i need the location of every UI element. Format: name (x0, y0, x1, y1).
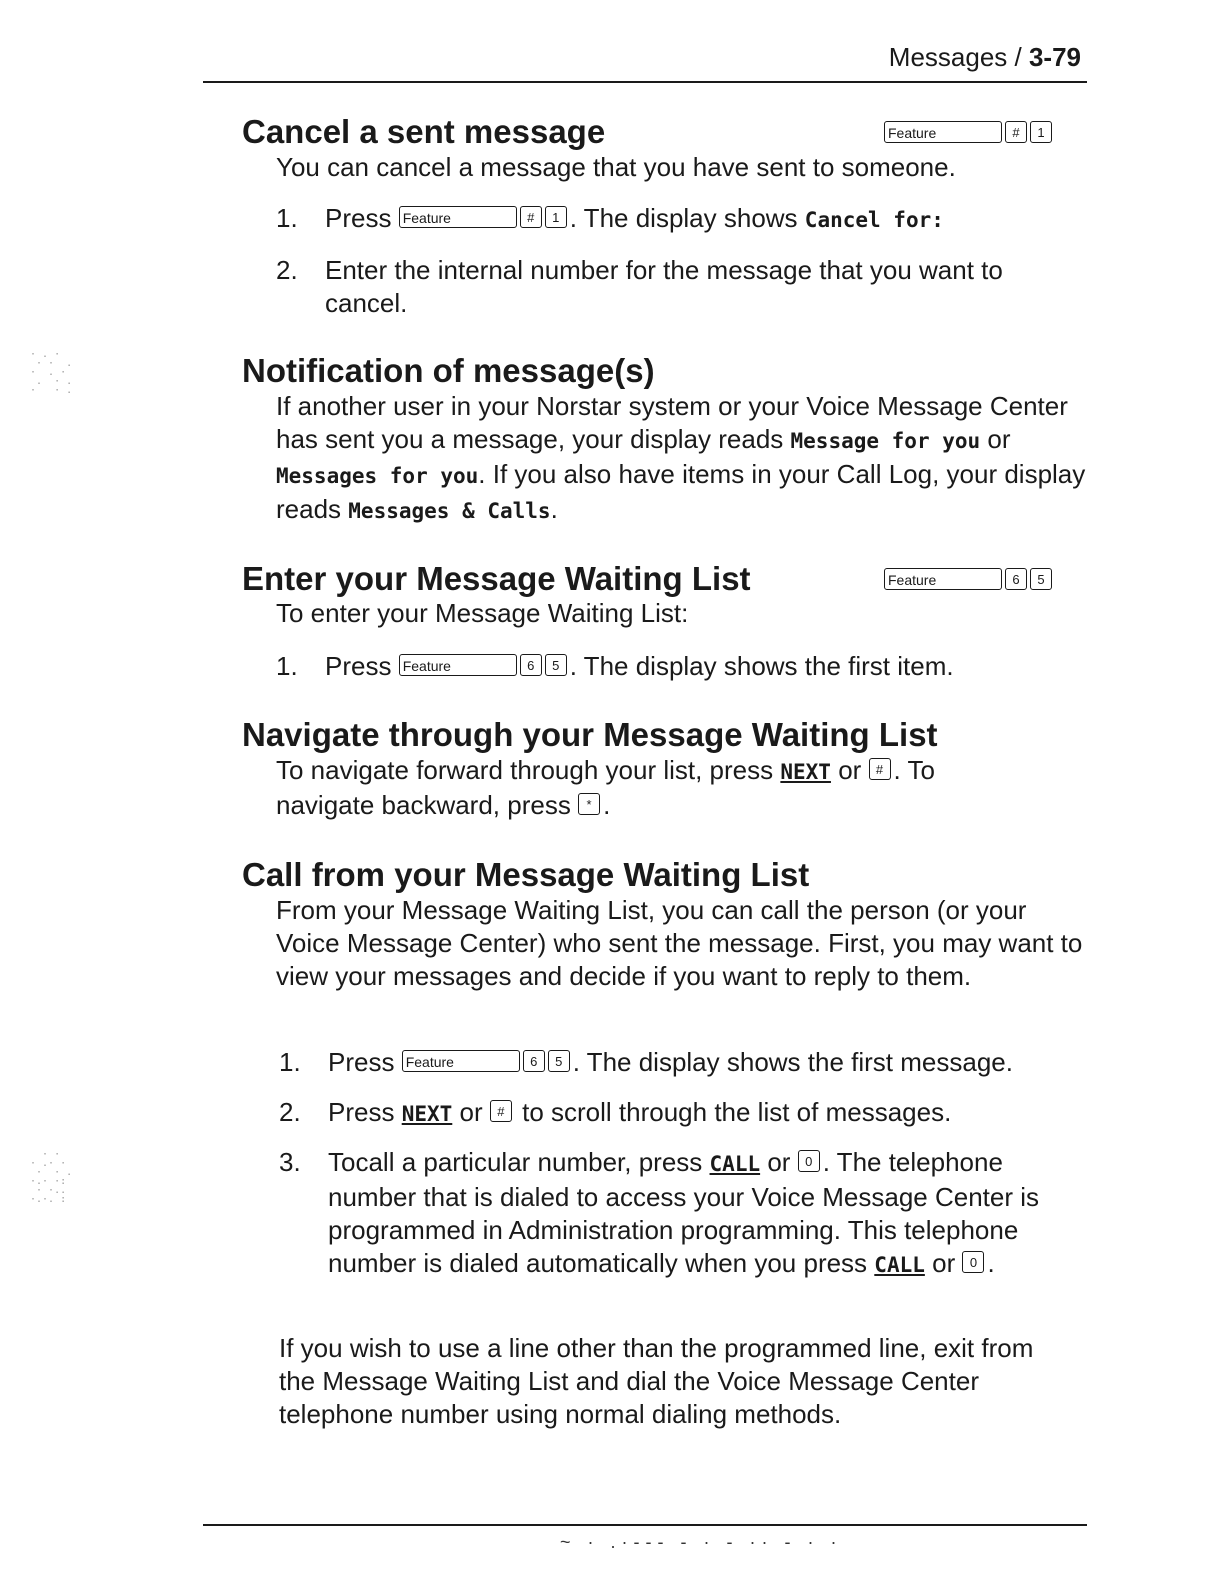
enter-list-keys-header (884, 570, 1055, 594)
call-intro: From your Message Waiting List, you can call the person (or your Voice Message Center) who sent the message. First, you may want to view your messages and decide if you want to reply to them. (276, 895, 1083, 991)
or-text: or (932, 1248, 956, 1278)
enter-list-intro: To enter your Message Waiting List: (276, 598, 689, 628)
hash-key: # (520, 206, 542, 228)
next-softkey: NEXT (401, 1102, 453, 1126)
call-closing: If you wish to use a line other than the programmed line, exit from the Message Waiting List and dial the Voice Message Center telephone number using normal dialing methods. (279, 1333, 1034, 1429)
step-text (325, 650, 1085, 683)
cancel-keys-header (884, 123, 1055, 147)
section-title-cancel: Cancel a sent message (242, 113, 606, 150)
or-text: or (767, 1147, 791, 1177)
step-text-post: . The display shows the first message. (572, 1047, 1013, 1077)
notification-text (276, 390, 1086, 528)
period: . (550, 494, 558, 524)
step-text-pre: Press (328, 1097, 395, 1127)
one-key: 1 (1030, 121, 1052, 143)
step-number: 1. (279, 1047, 301, 1077)
five-key: 5 (545, 654, 567, 676)
scan-noise: · · · .· · · · . ·.· ·: · ·.. ·.·. : (30, 1149, 73, 1205)
hash-key: # (490, 1100, 512, 1122)
feature-key: Feature (884, 121, 1002, 143)
footer-text: ~ · .·--- - · - ·· - · · (560, 1532, 843, 1552)
step-text (328, 1046, 1088, 1079)
display-text: Message for you (790, 429, 981, 453)
step-number: 1. (276, 203, 298, 233)
display-text: Messages for you (276, 464, 479, 488)
cancel-intro: You can cancel a message that you have sent to someone. (276, 152, 956, 182)
footer-rule (203, 1524, 1087, 1526)
step-text (328, 1096, 1088, 1131)
zero-key: 0 (798, 1150, 820, 1172)
header-rule (203, 81, 1087, 83)
step-text (325, 202, 1085, 237)
navigate-text (276, 754, 1036, 822)
step-number: 3. (279, 1147, 301, 1177)
notification-text-2: . If you also have items in your Call Log, your display reads (276, 459, 1086, 524)
step-number: 2. (276, 255, 298, 285)
step-text-post: . The display shows (569, 203, 798, 233)
six-key: 6 (520, 654, 542, 676)
five-key: 5 (1030, 568, 1052, 590)
step-text-pre: Press (325, 203, 392, 233)
page-number: 3-79 (1028, 42, 1081, 72)
section-title-notification: Notification of message(s) (242, 352, 655, 389)
call-softkey: CALL (709, 1152, 761, 1176)
step-text-pre: Tocall a particular number, press (328, 1147, 703, 1177)
five-key: 5 (548, 1050, 570, 1072)
one-key: 1 (545, 206, 567, 228)
period: . (603, 790, 611, 820)
feature-key: Feature (399, 206, 517, 228)
step-number: 1. (276, 651, 298, 681)
navigate-text-1: To navigate forward through your list, press (276, 755, 774, 785)
feature-key: Feature (402, 1050, 520, 1072)
step-text: Enter the internal number for the message that you want to cancel. (325, 255, 1003, 318)
or-text: or (838, 755, 862, 785)
or-text: or (987, 424, 1011, 454)
step-text-pre: Press (325, 651, 392, 681)
six-key: 6 (1005, 568, 1027, 590)
section-title-enter-list: Enter your Message Waiting List (242, 560, 751, 597)
step-text-post: . The display shows the first item. (569, 651, 954, 681)
section-title-call: Call from your Message Waiting List (242, 856, 810, 893)
next-softkey: NEXT (780, 760, 831, 784)
call-softkey: CALL (874, 1253, 925, 1277)
navigate-text-2: . To navigate backward, press (276, 755, 935, 820)
scan-noise: · . · · · . · . · . · . · · . (30, 349, 73, 396)
feature-key: Feature (884, 568, 1002, 590)
period: . (987, 1248, 995, 1278)
step-text (328, 1146, 1083, 1282)
section-title-navigate: Navigate through your Message Waiting List (242, 716, 938, 753)
step-text-pre: Press (328, 1047, 395, 1077)
feature-key: Feature (399, 654, 517, 676)
step-number: 2. (279, 1097, 301, 1127)
header-section: Messages / (888, 42, 1029, 72)
zero-key: 0 (962, 1251, 984, 1273)
notification-text-1: If another user in your Norstar system or your Voice Message Center has sent you a message, your display reads (276, 391, 1068, 454)
display-text: Messages & Calls (348, 499, 551, 523)
step-text-post: . The telephone number that is dialed to access your Voice Message Center is programmed in Administration programming. This telephone number is dialed automatically when you press (328, 1147, 1040, 1278)
step-text-post: to scroll through the list of messages. (522, 1097, 952, 1127)
hash-key: # (869, 758, 891, 780)
hash-key: # (1005, 121, 1027, 143)
display-text: Cancel for: (804, 208, 944, 232)
star-key: * (578, 793, 600, 815)
running-header (889, 42, 1081, 73)
or-text: or (459, 1097, 483, 1127)
six-key: 6 (523, 1050, 545, 1072)
